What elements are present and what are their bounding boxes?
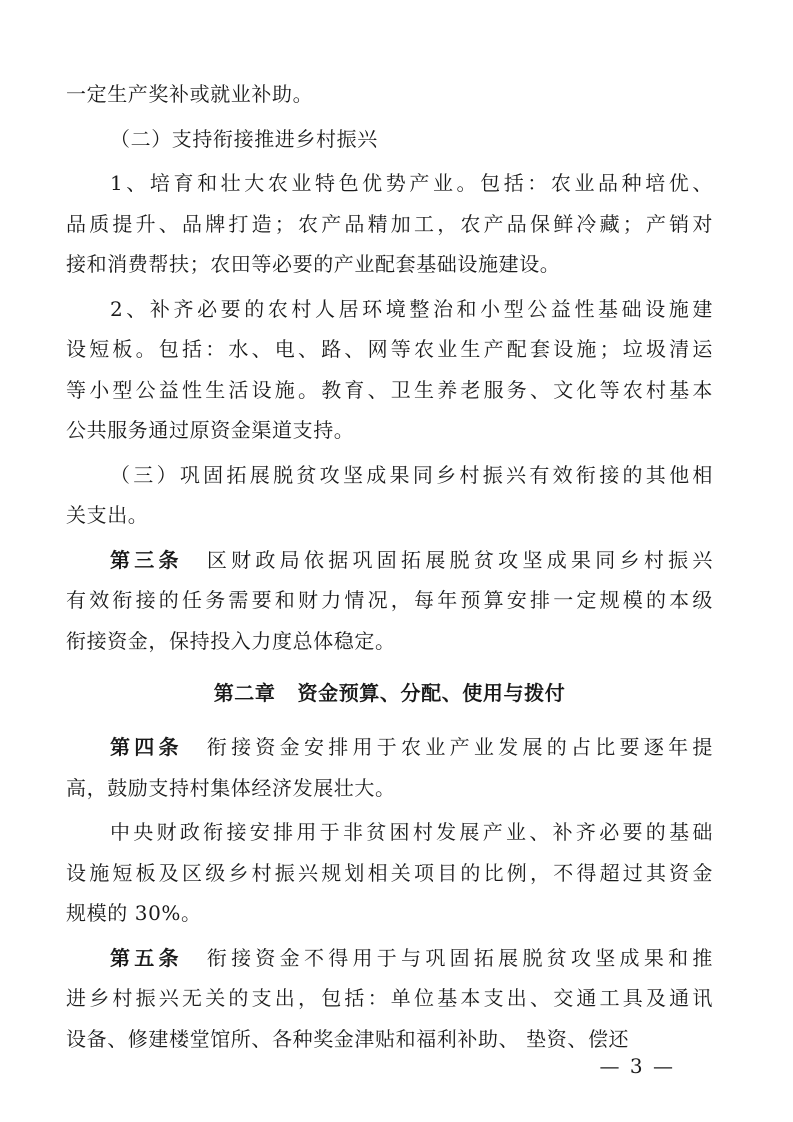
article-4-line-2: 高，鼓励支持村集体经济发展壮大。 [66, 775, 396, 800]
item-1-line-1: 1、培育和壮大农业特色优势产业。包括：农业品种培优、 [110, 171, 713, 195]
article-4-line-1 [66, 727, 713, 768]
central-para-line-3: 规模的 30%。 [66, 901, 202, 925]
article-3-line-1 [66, 540, 713, 581]
article-3-line-3: 衔接资金，保持投入力度总体稳定。 [66, 628, 396, 653]
article-5-text: 衔接资金不得用于与巩固拓展脱贫攻坚成果和推 [206, 945, 713, 970]
article-3-text: 区财政局依据巩固拓展脱贫攻坚成果同乡村振兴 [206, 547, 713, 572]
central-para-line-1: 中央财政衔接安排用于非贫困村发展产业、补齐必要的基础 [110, 820, 713, 844]
article-4-label: 第四条 [110, 735, 183, 759]
article-3-label: 第三条 [110, 547, 183, 572]
item-1-line-2: 品质提升、品牌打造；农产品精加工，农产品保鲜冷藏；产销对 [66, 211, 713, 236]
article-5-label: 第五条 [110, 945, 183, 970]
article-3-line-2: 有效衔接的任务需要和财力情况，每年预算安排一定规模的本级 [66, 588, 713, 612]
section-heading-2: （二）支持衔接推进乡村振兴 [110, 126, 378, 151]
chapter-title: 资金预算、分配、使用与拨付 [297, 681, 566, 705]
item-2-line-2: 设短板。包括：水、电、路、网等农业生产配套设施；垃圾清运 [66, 337, 713, 361]
page-number: — 3 — [599, 1054, 675, 1078]
chapter-heading [66, 673, 713, 713]
article-5-line-1 [66, 938, 713, 979]
paragraph-line: 一定生产奖补或就业补助。 [66, 82, 314, 106]
central-para-line-2: 设施短板及区级乡村振兴规划相关项目的比例，不得超过其资金 [66, 860, 713, 885]
item-1-line-3: 接和消费帮扶；农田等必要的产业配套基础设施建设。 [66, 252, 561, 276]
section-heading-3-line-2: 关支出。 [66, 503, 149, 527]
item-2-line-4: 公共服务通过原资金渠道支持。 [66, 418, 355, 442]
item-2-line-3: 等小型公益性生活设施。教育、卫生养老服务、文化等农村基本 [66, 377, 713, 402]
section-heading-3-line-1: （三）巩固拓展脱贫攻坚成果同乡村振兴有效衔接的其他相 [110, 462, 713, 487]
article-4-text: 衔接资金安排用于农业产业发展的占比要逐年提 [206, 735, 713, 759]
item-2-line-1: 2、补齐必要的农村人居环境整治和小型公益性基础设施建 [110, 296, 713, 321]
article-5-line-3: 设备、修建楼堂馆所、各种奖金津贴和福利补助、 垫资、偿还 [66, 1026, 630, 1051]
article-5-line-2: 进乡村振兴无关的支出，包括：单位基本支出、交通工具及通讯 [66, 986, 713, 1010]
chapter-number: 第二章 [213, 681, 276, 705]
